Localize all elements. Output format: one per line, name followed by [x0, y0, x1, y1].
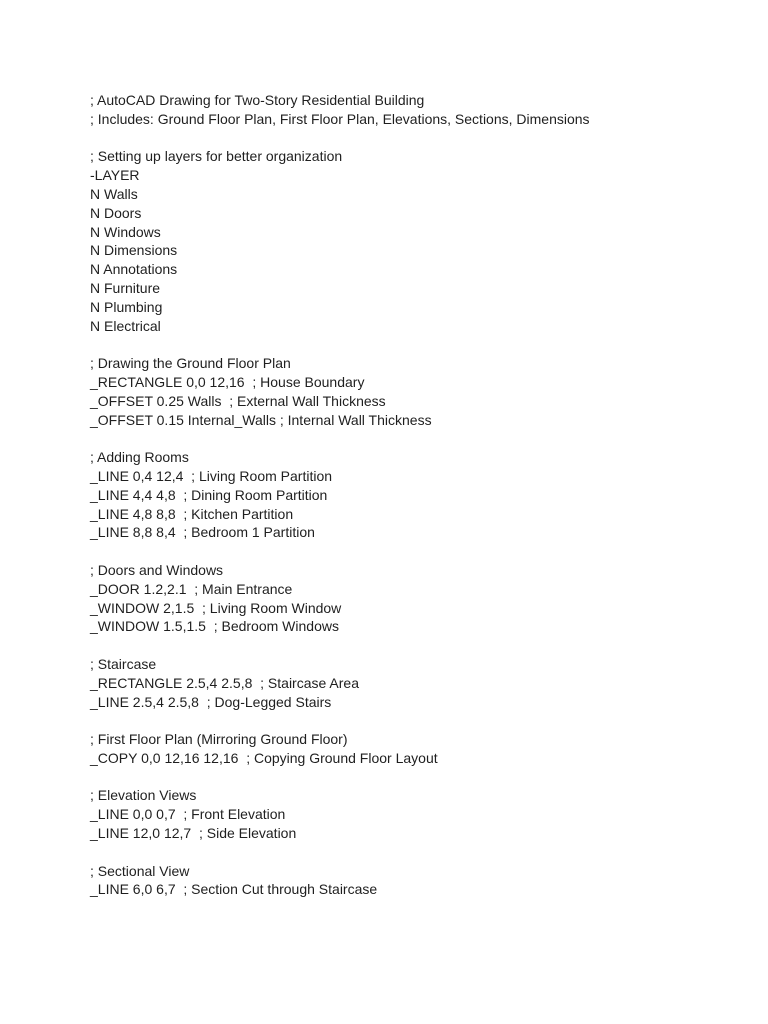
command-line: _LINE 4,4 4,8 ; Dining Room Partition [90, 486, 328, 503]
blank-line [90, 711, 740, 730]
command-line: N Doors [90, 204, 142, 221]
blank-line [90, 129, 740, 148]
comment-line: ; Doors and Windows [90, 561, 224, 578]
command-line: _LINE 0,0 0,7 ; Front Elevation [90, 806, 286, 823]
blank-line [90, 636, 740, 655]
command-line: _LINE 6,0 6,7 ; Section Cut through Staircase [90, 881, 378, 898]
command-line: N Annotations [90, 261, 178, 278]
command-line: _RECTANGLE 0,0 12,16 ; House Boundary [90, 373, 365, 390]
comment-line: ; Includes: Ground Floor Plan, First Floor Plan, Elevations, Sections, Dimensions [90, 110, 590, 127]
comment-line: ; Drawing the Ground Floor Plan [90, 355, 291, 372]
blank-line [90, 768, 740, 787]
comment-line: ; Adding Rooms [90, 449, 189, 466]
comment-line: ; Sectional View [90, 862, 190, 879]
blank-line [90, 542, 740, 561]
script-text-block [90, 91, 740, 899]
comment-line: ; First Floor Plan (Mirroring Ground Floor) [90, 731, 348, 748]
comment-line: ; Setting up layers for better organization [90, 148, 343, 165]
command-line: N Dimensions [90, 242, 178, 259]
comment-line: ; AutoCAD Drawing for Two-Story Residential Building [90, 92, 425, 108]
comment-line: ; Elevation Views [90, 787, 197, 804]
command-line: N Windows [90, 223, 161, 240]
command-line: _LINE 0,4 12,4 ; Living Room Partition [90, 467, 333, 484]
command-line: _RECTANGLE 2.5,4 2.5,8 ; Staircase Area [90, 674, 359, 691]
command-line: N Walls [90, 185, 138, 202]
command-line: _WINDOW 2,1.5 ; Living Room Window [90, 599, 342, 616]
command-line: N Plumbing [90, 298, 163, 315]
command-line: _OFFSET 0.15 Internal_Walls ; Internal Wall Thickness [90, 411, 432, 428]
command-line: _LINE 2.5,4 2.5,8 ; Dog-Legged Stairs [90, 693, 332, 710]
blank-line [90, 843, 740, 862]
command-line: N Furniture [90, 279, 161, 296]
command-line: _WINDOW 1.5,1.5 ; Bedroom Windows [90, 618, 339, 635]
command-line: _DOOR 1.2,2.1 ; Main Entrance [90, 580, 293, 597]
command-line: _LINE 12,0 12,7 ; Side Elevation [90, 825, 297, 842]
command-line: N Electrical [90, 317, 161, 334]
comment-line: ; Staircase [90, 655, 157, 672]
command-line: _LINE 4,8 8,8 ; Kitchen Partition [90, 505, 294, 522]
blank-line [90, 429, 740, 448]
command-line: _COPY 0,0 12,16 12,16 ; Copying Ground Floor Layout [90, 749, 438, 766]
command-line: -LAYER [90, 167, 140, 184]
command-line: _LINE 8,8 8,4 ; Bedroom 1 Partition [90, 524, 315, 541]
command-line: _OFFSET 0.25 Walls ; External Wall Thickness [90, 392, 386, 409]
blank-line [90, 335, 740, 354]
